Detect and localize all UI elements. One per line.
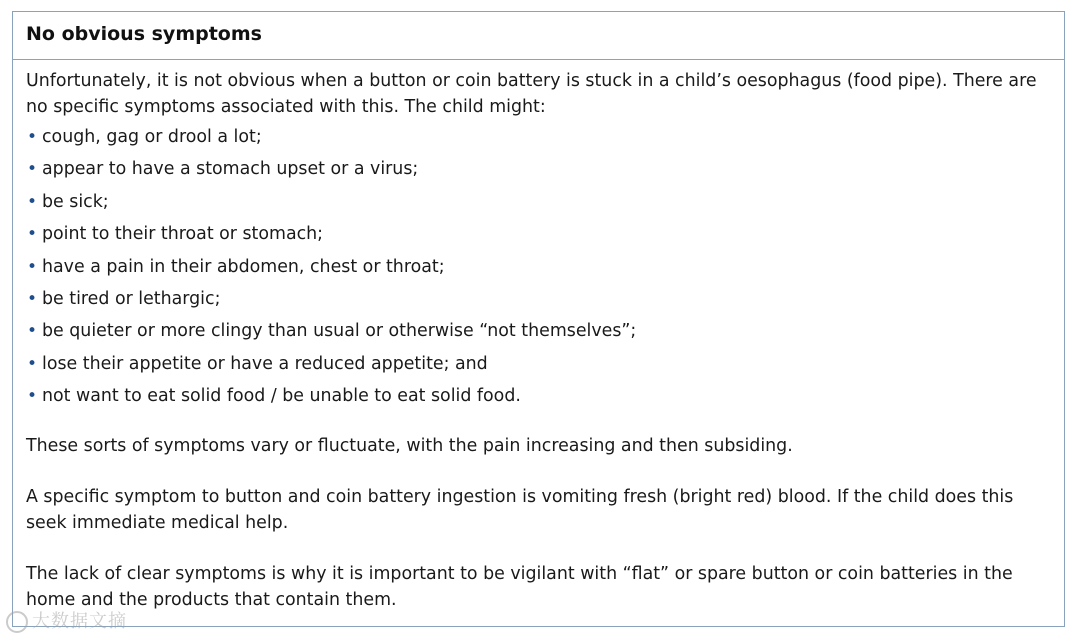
list-item-text: be sick; [42, 191, 109, 212]
list-item-text: have a pain in their abdomen, chest or throat; [42, 256, 445, 277]
bullet-icon: • [27, 127, 38, 147]
watermark-text: 大数据文摘 [32, 611, 127, 632]
bullet-icon: • [27, 191, 38, 212]
list-item-text: cough, gag or drool a lot; [42, 127, 262, 147]
list-item-text: appear to have a stomach upset or a virus; [42, 159, 419, 180]
list-item [26, 383, 1052, 409]
list-item [26, 254, 1052, 280]
symptom-list [26, 124, 1052, 409]
bullet-icon: • [27, 386, 38, 407]
list-item [26, 351, 1052, 377]
list-item-text: be quieter or more clingy than usual or otherwise “not themselves”; [42, 321, 637, 342]
list-item [26, 156, 1052, 182]
list-item-text: point to their throat or stomach; [42, 224, 324, 245]
bullet-icon: • [27, 224, 38, 245]
list-item-text: lose their appetite or have a reduced appetite; and [42, 353, 488, 374]
bullet-icon: • [27, 256, 38, 277]
list-item [26, 124, 1052, 150]
bullet-icon: • [27, 288, 38, 309]
bullet-icon: • [27, 321, 38, 342]
list-item [26, 221, 1052, 247]
box-body [13, 60, 1064, 613]
box-header [13, 12, 1064, 60]
vigilance-paragraph: The lack of clear symptoms is why it is important to be vigilant with “flat” or spare button or coin batteries in the home and the products that contain them. [26, 564, 1013, 611]
fluctuate-paragraph: These sorts of symptoms vary or fluctuate, with the pain increasing and then subsiding. [26, 436, 793, 457]
symptoms-box [12, 11, 1065, 627]
bullet-icon: • [27, 159, 38, 180]
specific-symptom-paragraph: A specific symptom to button and coin battery ingestion is vomiting fresh (bright red) blood. If the child does this seek immediate medical help. [26, 487, 1014, 534]
bullet-icon: • [27, 353, 38, 374]
box-title: No obvious symptoms [26, 23, 262, 45]
list-item [26, 189, 1052, 215]
list-item-text: not want to eat solid food / be unable to eat solid food. [42, 386, 521, 407]
list-item [26, 286, 1052, 312]
intro-paragraph: Unfortunately, it is not obvious when a button or coin battery is stuck in a child’s oesophagus (food pipe). There are no specific symptoms associated with this. The child might: [26, 71, 1037, 117]
list-item [26, 318, 1052, 344]
list-item-text: be tired or lethargic; [42, 288, 221, 309]
